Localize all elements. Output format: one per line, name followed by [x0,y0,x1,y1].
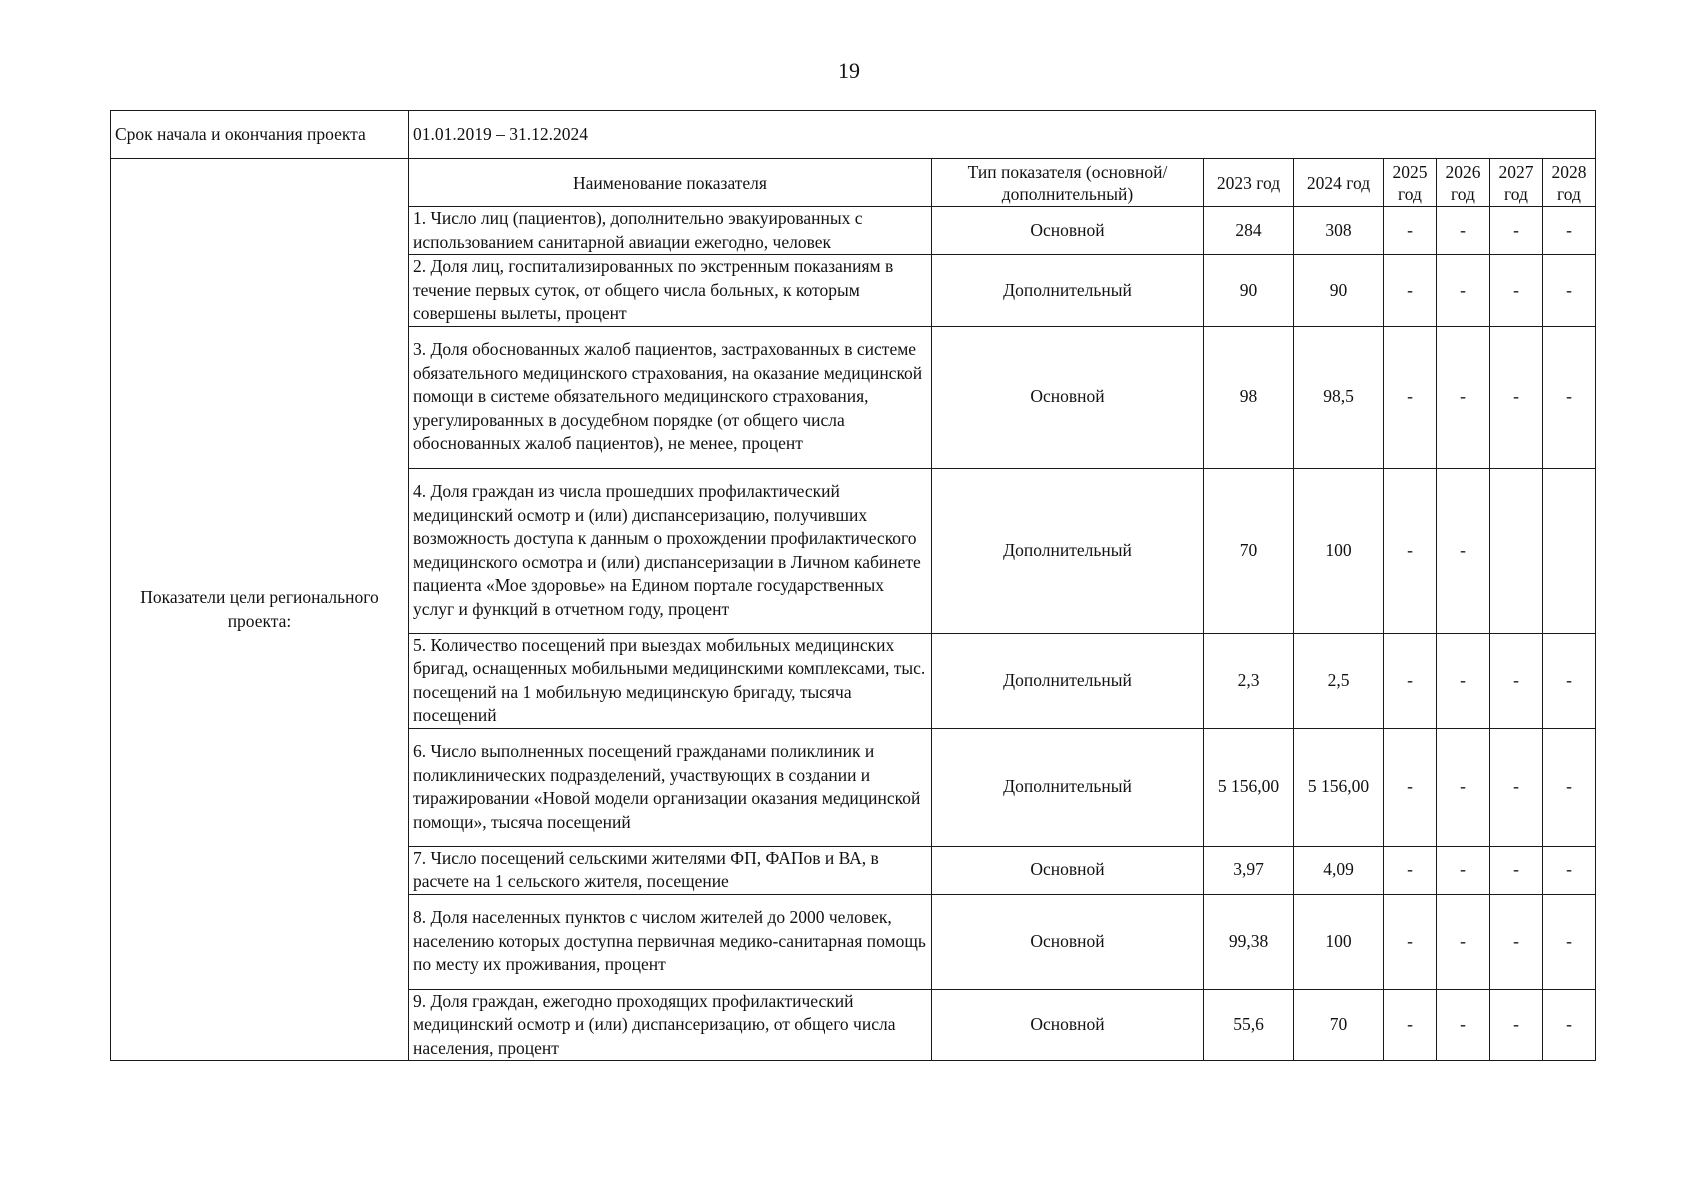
value-2026: - [1437,989,1490,1061]
value-2023: 284 [1204,207,1294,255]
value-2027: - [1490,633,1543,728]
value-2025: - [1384,468,1437,633]
value-2026: - [1437,894,1490,989]
indicator-name: 2. Доля лиц, госпитализированных по экстренным показаниям в течение первых суток, от общего числа больных, к которым совершены вылеты, процент [409,255,932,327]
value-2024: 70 [1294,989,1384,1061]
indicator-type: Дополнительный [932,633,1204,728]
value-2026: - [1437,326,1490,468]
indicator-type: Дополнительный [932,255,1204,327]
value-2025: - [1384,846,1437,894]
value-2023: 98 [1204,326,1294,468]
value-2028: - [1543,326,1596,468]
value-2023: 90 [1204,255,1294,327]
indicator-name: 5. Количество посещений при выездах мобильных медицинских бригад, оснащенных мобильными медицинскими комплексами, тыс. посещений на 1 мобильную медицинскую бригаду, тысяча посещений [409,633,932,728]
value-2027: - [1490,894,1543,989]
indicator-name: 3. Доля обоснованных жалоб пациентов, застрахованных в системе обязательного медицинского страхования, на оказание медицинской помощи в системе обязательного медицинского страхования, урегулированных в досудебном порядке (от общего числа обоснованных жалоб пациентов), не менее, процент [409,326,932,468]
value-2028: - [1543,989,1596,1061]
value-2023: 99,38 [1204,894,1294,989]
value-2024: 100 [1294,468,1384,633]
indicator-name: 4. Доля граждан из числа прошедших профилактический медицинский осмотр и (или) диспансеризацию, получивших возможность доступа к данным о прохождении профилактического медицинского осмотра и (или) диспансеризации в Личном кабинете пациента «Мое здоровье» на Едином портале государственных услуг и функций в отчетном году, процент [409,468,932,633]
value-2024: 100 [1294,894,1384,989]
header-2025: 2025 год [1384,159,1437,207]
indicator-type: Основной [932,207,1204,255]
value-2025: - [1384,894,1437,989]
indicator-type: Основной [932,989,1204,1061]
indicator-type: Основной [932,894,1204,989]
project-term-label: Срок начала и окончания проекта [111,111,409,159]
value-2023: 55,6 [1204,989,1294,1061]
header-2027: 2027 год [1490,159,1543,207]
indicator-type: Дополнительный [932,468,1204,633]
value-2026: - [1437,468,1490,633]
header-2024: 2024 год [1294,159,1384,207]
header-2023: 2023 год [1204,159,1294,207]
value-2023: 2,3 [1204,633,1294,728]
value-2024: 2,5 [1294,633,1384,728]
indicator-name: 7. Число посещений сельскими жителями ФП, ФАПов и ВА, в расчете на 1 сельского жителя, посещение [409,846,932,894]
indicator-name: 8. Доля населенных пунктов с числом жителей до 2000 человек, населению которых доступна первичная медико-санитарная помощь по месту их проживания, процент [409,894,932,989]
value-2025: - [1384,207,1437,255]
project-table [110,110,1596,1061]
value-2023: 5 156,00 [1204,728,1294,846]
indicator-name: 1. Число лиц (пациентов), дополнительно эвакуированных с использованием санитарной авиации ежегодно, человек [409,207,932,255]
value-2024: 4,09 [1294,846,1384,894]
goal-label: Показатели цели регионального проекта: [111,159,409,1061]
value-2028: - [1543,633,1596,728]
header-2028: 2028 год [1543,159,1596,207]
indicator-type: Основной [932,326,1204,468]
header-row [111,159,1596,207]
value-2028: - [1543,207,1596,255]
header-2026: 2026 год [1437,159,1490,207]
value-2026: - [1437,255,1490,327]
project-term-row [111,111,1596,159]
header-type: Тип показателя (основной/дополнительный) [932,159,1204,207]
header-name: Наименование показателя [409,159,932,207]
value-2027: - [1490,326,1543,468]
value-2027: - [1490,989,1543,1061]
indicator-type: Основной [932,846,1204,894]
value-2025: - [1384,989,1437,1061]
value-2026: - [1437,633,1490,728]
value-2025: - [1384,255,1437,327]
value-2027: - [1490,846,1543,894]
value-2027 [1490,468,1543,633]
value-2028 [1543,468,1596,633]
value-2025: - [1384,728,1437,846]
value-2026: - [1437,207,1490,255]
indicator-name: 9. Доля граждан, ежегодно проходящих профилактический медицинский осмотр и (или) диспансеризацию, от общего числа населения, процент [409,989,932,1061]
indicator-type: Дополнительный [932,728,1204,846]
value-2024: 90 [1294,255,1384,327]
page-number: 19 [838,58,860,83]
value-2023: 3,97 [1204,846,1294,894]
value-2024: 98,5 [1294,326,1384,468]
value-2025: - [1384,326,1437,468]
value-2027: - [1490,207,1543,255]
value-2024: 5 156,00 [1294,728,1384,846]
value-2028: - [1543,894,1596,989]
value-2023: 70 [1204,468,1294,633]
value-2026: - [1437,728,1490,846]
value-2025: - [1384,633,1437,728]
value-2028: - [1543,846,1596,894]
value-2024: 308 [1294,207,1384,255]
indicator-name: 6. Число выполненных посещений гражданами поликлиник и поликлинических подразделений, участвующих в создании и тиражировании «Новой модели организации оказания медицинской помощи», тысяча посещений [409,728,932,846]
value-2027: - [1490,728,1543,846]
project-term-value: 01.01.2019 – 31.12.2024 [409,111,1596,159]
value-2027: - [1490,255,1543,327]
value-2026: - [1437,846,1490,894]
value-2028: - [1543,728,1596,846]
value-2028: - [1543,255,1596,327]
